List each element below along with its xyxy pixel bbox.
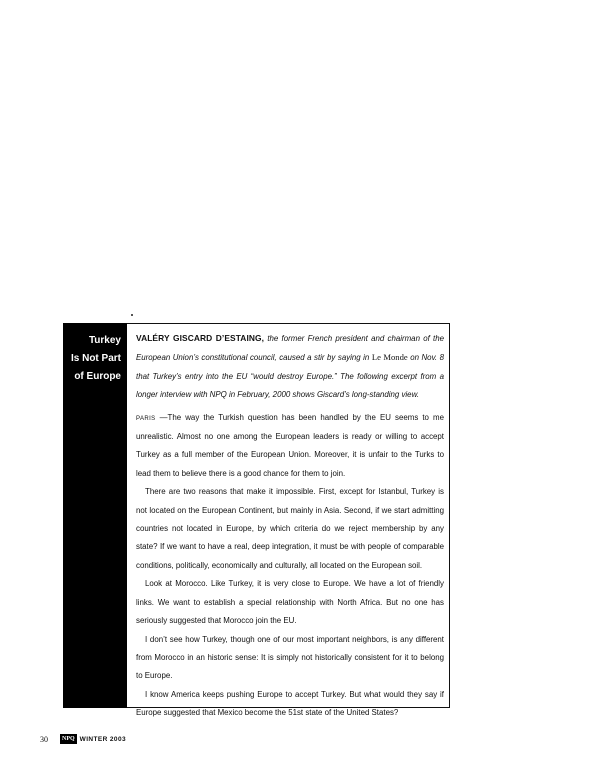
dateline: PARIS	[136, 415, 156, 422]
intro-text: the former French president and chairman of the European Union’s constitutional council, caused a stir by saying in	[136, 334, 444, 363]
article-content	[136, 329, 444, 723]
publication-name: Le Monde	[371, 352, 408, 363]
body-paragraph: There are two reasons that make it impossible. First, except for Istanbul, Turkey is not located on the European Continent, but mainly in Asia. Second, if we start admitting countries not located in Europe, by which criteria do we reject membership by any state? If we want to have a real, deep integration, it must be with people of comparable conditions, politically, economically and culturally, all located on the European soil.	[136, 487, 444, 570]
npq-logo: NPQ	[62, 736, 75, 742]
sidebar-title-line: Is Not Part	[70, 353, 121, 364]
page-number: 30	[40, 734, 48, 744]
sidebar	[63, 323, 127, 708]
sidebar-title	[71, 332, 121, 386]
sidebar-title-line: of Europe	[74, 371, 121, 382]
page-footer	[40, 733, 126, 745]
body-paragraph: I know America keeps pushing Europe to accept Turkey. But what would they say if Europe suggested that Mexico become the 51st state of the United States?	[136, 689, 444, 718]
intro-paragraph	[136, 329, 444, 405]
body-paragraph: I don’t see how Turkey, though one of our most important neighbors, is any different from Morocco in an historic sense: It is simply not historically consistent for it to belong to Europe.	[136, 634, 444, 681]
stray-mark	[131, 314, 133, 316]
issue-label: WINTER 2003	[79, 735, 126, 743]
intro-text: on Nov. 8 that Turkey’s entry into the EU “would destroy Europe.” The following excerpt from a longer interview with NPQ in February, 2000 shows Giscard’s long-standing view.	[136, 353, 445, 400]
sidebar-title-line: Turkey	[88, 335, 121, 346]
body-paragraph: Look at Morocco. Like Turkey, it is very close to Europe. We have a lot of friendly links. We want to establish a special relationship with North Africa. But no one has seriously suggested that Morocco join the EU.	[136, 579, 444, 626]
paragraph-text: —The way the Turkish question has been handled by the EU seems to me unrealistic. Almost no one among the European leaders is ready or willing to accept Turkey as a full member of the European Union. Moreover, it is unfair to the Turks to lead them to believe there is a good chance for them to join.	[136, 412, 444, 478]
body-paragraph	[136, 409, 444, 484]
author-name: VALÉRY GISCARD D’ESTAING,	[136, 333, 265, 343]
